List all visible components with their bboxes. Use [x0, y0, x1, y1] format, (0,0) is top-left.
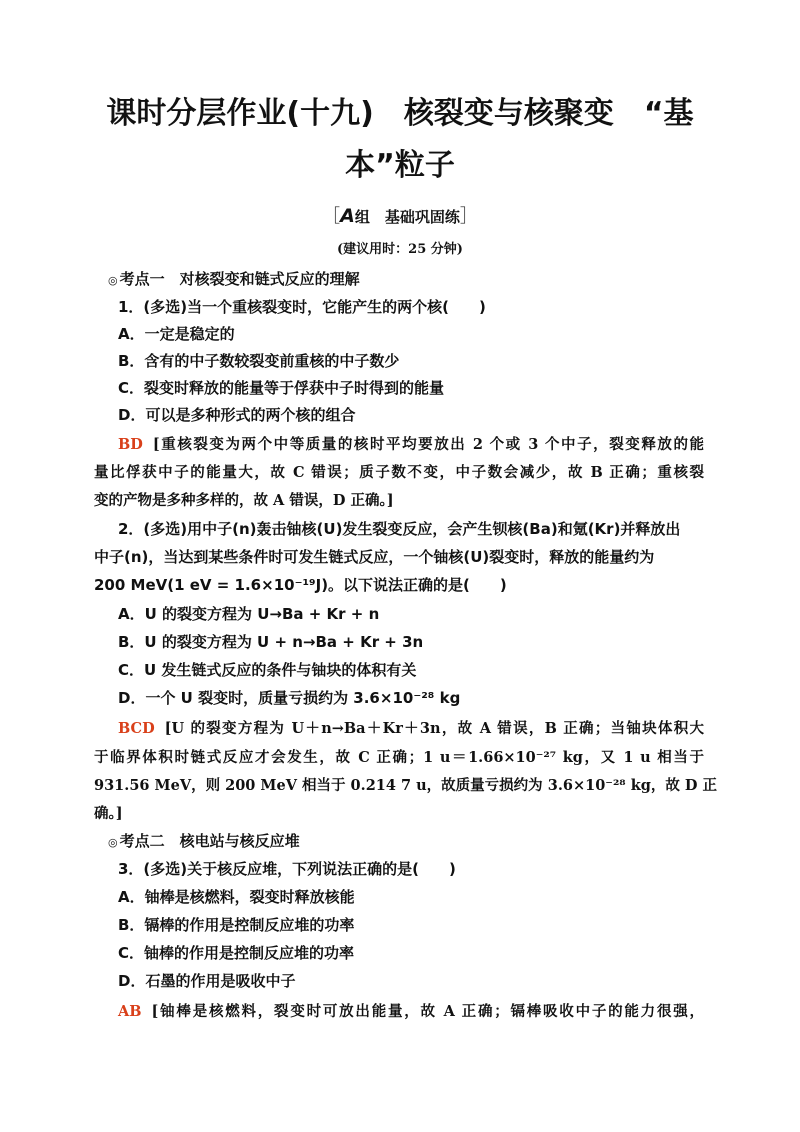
question-2-option-d: D．一个 U 裂变时，质量亏损约为 3.6×10⁻²⁸ kg — [118, 689, 461, 707]
page-title-line-1: 课时分层作业(十九) 核裂变与核聚变 “基 — [106, 96, 694, 131]
question-1-answer-line-1 — [118, 433, 704, 454]
question-2-answer-line-3: 931.56 MeV，则 200 MeV 相当于 0.214 7 u，故质量亏损约为 3.6×10⁻²⁸ kg，故 D 正 — [94, 777, 718, 794]
question-1-answer-line-3: 变的产物是多种多样的，故 A 错误，D 正确。] — [94, 492, 394, 509]
answer-text: [铀棒是核燃料，裂变时可放出能量，故 A 正确；镉棒吸收中子的能力很强， — [151, 1003, 704, 1020]
question-2-answer-line-2: 于临界体积时链式反应才会发生，故 C 正确；1 u＝1.66×10⁻²⁷ kg，又 1 u 相当于 — [94, 749, 704, 766]
answer-text: [重核裂变为两个中等质量的核时平均要放出 2 个或 3 个中子，裂变释放的能 — [152, 436, 704, 453]
group-open-bracket: ［ — [322, 206, 341, 227]
answer-key: AB — [118, 1003, 142, 1020]
question-2-stem-line-2: 中子(n)，当达到某些条件时可发生链式反应，一个铀核(U)裂变时，释放的能量约为 — [94, 548, 655, 566]
question-2-answer-line-4: 确。] — [94, 805, 123, 822]
answer-key: BD — [118, 436, 143, 453]
answer-text: [U 的裂变方程为 U＋n→Ba＋Kr＋3n，故 A 错误，B 正确；当铀块体积大 — [164, 720, 704, 737]
page-title-line-2: 本”粒子 — [345, 148, 455, 183]
time-note: (建议用时：25 分钟) — [337, 242, 463, 257]
question-1-stem: 1．(多选)当一个重核裂变时，它能产生的两个核( ) — [118, 298, 486, 316]
question-3-option-d: D．石墨的作用是吸收中子 — [118, 972, 296, 990]
question-1-option-c: C．裂变时释放的能量等于俘获中子时得到的能量 — [118, 379, 445, 397]
group-label: 组 基础巩固练 — [354, 208, 460, 226]
question-3-option-b: B．镉棒的作用是控制反应堆的功率 — [118, 916, 355, 934]
question-1-answer-line-2: 量比俘获中子的能量大，故 C 错误；质子数不变，中子数会减少，故 B 正确；重核裂 — [94, 464, 704, 481]
question-3-option-c: C．铀棒的作用是控制反应堆的功率 — [118, 944, 355, 962]
section-mark-icon: ◎ — [108, 274, 118, 287]
question-1-option-b: B．含有的中子数较裂变前重核的中子数少 — [118, 352, 400, 370]
question-3-option-a: A．铀棒是核燃料，裂变时释放核能 — [118, 888, 355, 906]
section-label: 考点二 核电站与核反应堆 — [119, 832, 300, 850]
question-2-stem-line-3: 200 MeV(1 eV = 1.6×10⁻¹⁹J)。以下说法正确的是( ) — [94, 576, 507, 594]
question-2-option-a: A．U 的裂变方程为 U→Ba + Kr + n — [118, 605, 380, 623]
question-3-stem: 3．(多选)关于核反应堆，下列说法正确的是( ) — [118, 860, 456, 878]
question-2-stem-line-1: 2．(多选)用中子(n)轰击铀核(U)发生裂变反应，会产生钡核(Ba)和氪(Kr)并释放出 — [118, 520, 681, 538]
question-1-option-d: D．可以是多种形式的两个核的组合 — [118, 406, 356, 424]
group-close-bracket: ］ — [459, 206, 478, 227]
section-label: 考点一 对核裂变和链式反应的理解 — [119, 270, 360, 288]
answer-key: BCD — [118, 720, 155, 737]
section-heading-2 — [108, 830, 300, 851]
question-2-option-c: C．U 发生链式反应的条件与铀块的体积有关 — [118, 661, 417, 679]
section-mark-icon: ◎ — [108, 836, 118, 849]
group-header — [0, 202, 800, 228]
section-heading-1 — [108, 268, 360, 289]
question-2-answer-line-1 — [118, 717, 704, 738]
group-badge: A — [340, 205, 355, 227]
question-2-option-b: B．U 的裂变方程为 U + n→Ba + Kr + 3n — [118, 633, 424, 651]
question-3-answer-line-1 — [118, 1000, 704, 1021]
question-1-option-a: A．一定是稳定的 — [118, 325, 235, 343]
